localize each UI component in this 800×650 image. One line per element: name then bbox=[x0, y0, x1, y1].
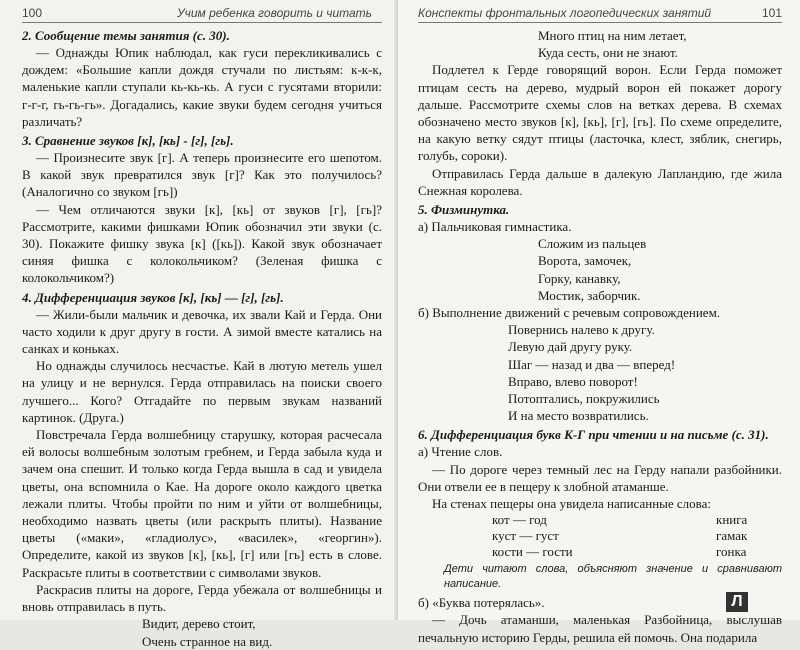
word-pair: кот — год bbox=[492, 512, 547, 528]
subsection-label: а) Чтение слов. bbox=[418, 444, 503, 460]
section-title: 2. Сообщение темы занятия (с. 30). bbox=[22, 28, 230, 43]
paragraph: Отправилась Герда дальше в далекую Лапландию, где жила Снежная королева. bbox=[418, 165, 782, 198]
verse-line: Ворота, замочек, bbox=[538, 253, 632, 269]
verse-line: Сложим из пальцев bbox=[538, 236, 647, 252]
left-page-header bbox=[22, 6, 382, 23]
left-page bbox=[0, 0, 398, 649]
word: гонка bbox=[716, 544, 747, 560]
paragraph: Но однажды случилось несчастье. Кай в лютую метель ушел на улицу и не вернулся. Герда отправилась на поиски своего лучшего... Кого? Отгадайте по первым звукам названий картинок. (Друга.) bbox=[22, 358, 382, 425]
word: книга bbox=[716, 512, 748, 528]
subsection-label: б) «Буква потерялась». bbox=[418, 595, 545, 611]
word: гамак bbox=[716, 528, 748, 544]
rhyme-a bbox=[418, 235, 782, 304]
verse bbox=[22, 615, 382, 649]
running-title: Конспекты фронтальных логопедических занятий bbox=[418, 6, 712, 20]
section-title: 3. Сравнение звуков [к], [кь] - [г], [гь]. bbox=[22, 133, 234, 149]
paragraph: — Однажды Юпик наблюдал, как гуси перекликивались с дождем: «Большие капли дождя стучали по листьям: к-к-к, маленькие капли ступали кь-кь-кь. А гуси с гусятами вторили: г-г-г, гь-гь-гь». Догадались, какие звуки будем сегодня учиться различать? bbox=[22, 45, 382, 129]
verse-line: И на место возвратились. bbox=[508, 408, 649, 424]
paragraph: — Чем отличаются звуки [к], [кь] от звуков [г], [гь]? Рассмотрите, какими фишками Юпик обозначил эти звуки (с. 30). Покажите фишку звука [к] ([кь]). Какой звук обозначает синяя фишка с колокольчиком? (Зеленая фишка с колокольчиком?) bbox=[22, 201, 382, 286]
verse-line: Повернись налево к другу. bbox=[508, 322, 655, 338]
running-title: Учим ребенка говорить и читать bbox=[176, 6, 372, 20]
subsection-label: а) Пальчиковая гимнастика. bbox=[418, 219, 572, 235]
verse-line: Видит, дерево стоит, bbox=[142, 616, 256, 632]
paragraph: Повстречала Герда волшебницу старушку, которая расчесала ей волосы волшебным золотым гребнем, и Герда забыла куда и зачем она спешит. И только когда Герда вышла в сад и увидела цветы, она вспомнила о Кае. На дороге около каждого цветка лежали плиты. Чтобы пройти по ним и уйти от волшебницы, необходимо назвать цветы (или раскрыть плиты). Название цветы («маки», «гладиолус», «василек», «георгин»). Определите, какой из звуков [к], [кь], [г] или [гь] есть в слове. Раскрасьте плиты в соответствии с символами звуков. bbox=[22, 427, 382, 580]
verse-line: Очень странное на вид. bbox=[142, 633, 273, 649]
section-title: 5. Физминутка. bbox=[418, 202, 510, 218]
section-title: 4. Дифференциация звуков [к], [кь] — [г], [гь]. bbox=[22, 289, 284, 305]
page-number: 100 bbox=[22, 6, 43, 20]
paragraph: Раскрасив плиты на дороге, Герда убежала от волшебницы и вновь отправилась в путь. bbox=[22, 581, 382, 615]
paragraph: — Дочь атаманши, маленькая Разбойница, выслушав печальную историю Герды, решила ей помочь. Она подарила bbox=[418, 612, 782, 645]
word-pair: кости — гости bbox=[492, 544, 573, 560]
publisher-logo-icon: Л bbox=[726, 592, 748, 612]
verse bbox=[418, 27, 782, 61]
verse-line: Потоптались, покружились bbox=[508, 391, 660, 407]
instruction-note: Дети читают слова, объясняют значение и сравнивают написание. bbox=[444, 563, 782, 591]
paragraph: Подлетел к Герде говорящий ворон. Если Герда поможет птицам сесть на дерево, мудрый ворон ей покажет дорогу дальше. Рассмотрите схемы слов на ветках дерева. В схемах обозначено место звуков [к], [кь], [г], [гь]. По схеме определите, на какую ветку сядут птицы (ласточка, клест, зяблик, снегирь, голубь, сороки). bbox=[418, 62, 782, 164]
paragraph: На стенах пещеры она увидела написанные слова: bbox=[432, 496, 712, 512]
right-page bbox=[398, 0, 800, 645]
rhyme-b bbox=[418, 321, 782, 424]
verse-line: Левую дай другу руку. bbox=[508, 339, 633, 355]
paragraph: — По дороге через темный лес на Герду напали разбойники. Они отвели ее в пещеру к злобной атаманше. bbox=[418, 461, 782, 494]
paragraph: — Произнесите звук [г]. А теперь произнесите его шепотом. В какой звук превратился звук [г]? Как это получилось? (Аналогично со звуком [гь]) bbox=[22, 150, 382, 200]
verse-line: Куда сесть, они не знают. bbox=[538, 45, 678, 61]
page-number: 101 bbox=[761, 6, 782, 20]
subsection-label: б) Выполнение движений с речевым сопровождением. bbox=[418, 305, 721, 321]
verse-line: Мостик, заборчик. bbox=[538, 287, 641, 303]
word-pair: куст — густ bbox=[492, 528, 559, 544]
verse-line: Вправо, влево поворот! bbox=[508, 373, 638, 389]
paragraph: — Жили-были мальчик и девочка, их звали Кай и Герда. Они часто ходили к друг другу в гости. А зимой вместе катались на санках и коньках. bbox=[22, 306, 382, 357]
verse-line: Горку, канавку, bbox=[538, 270, 621, 286]
right-page-header bbox=[418, 6, 782, 23]
section-title: 6. Дифференциация букв К-Г при чтении и на письме (с. 31). bbox=[418, 427, 769, 443]
verse-line: Много птиц на ним летает, bbox=[538, 28, 687, 43]
verse-line: Шаг — назад и два — вперед! bbox=[508, 356, 676, 372]
word-list bbox=[418, 512, 782, 560]
